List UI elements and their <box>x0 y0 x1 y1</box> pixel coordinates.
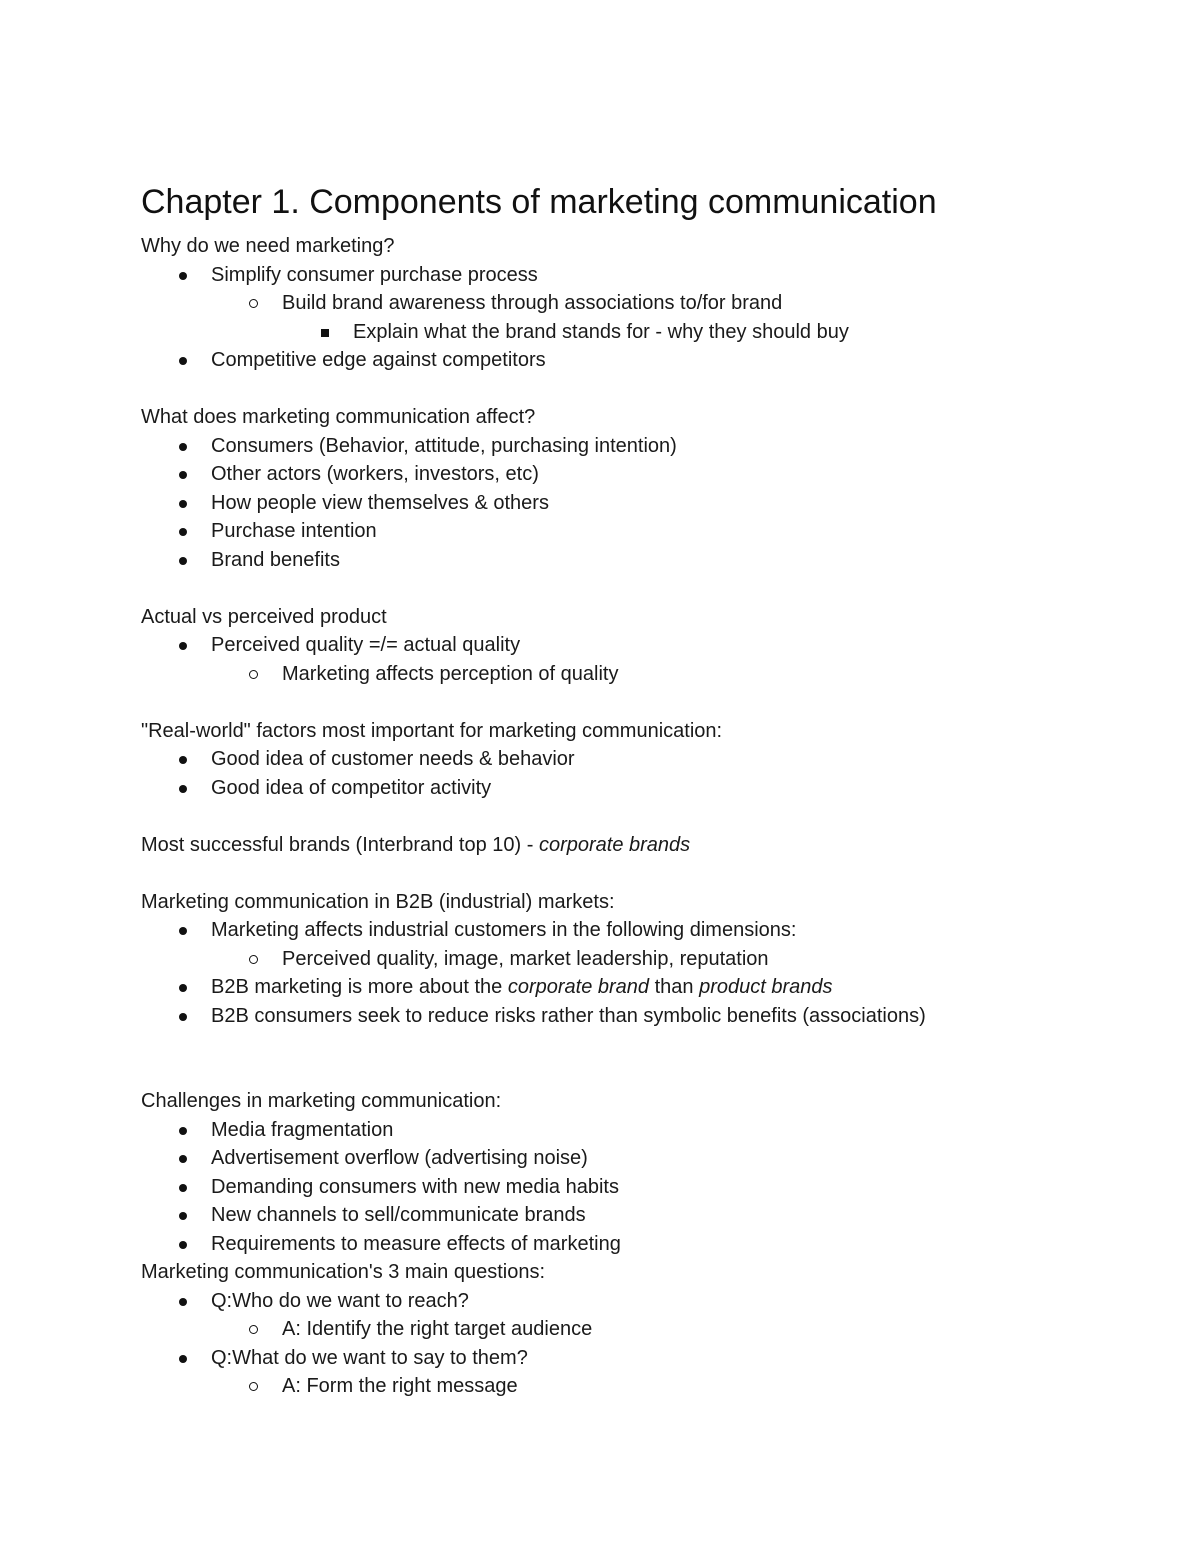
list-item: Requirements to measure effects of marketing <box>211 1232 621 1255</box>
list-item: Other actors (workers, investors, etc) <box>211 463 539 485</box>
section-heading-real-world-factors: "Real-world" factors most important for marketing communication: <box>141 719 723 742</box>
list-item: B2B consumers seek to reduce risks rather than symbolic benefits (associations) <box>211 1004 926 1027</box>
section-heading-why-marketing: Why do we need marketing? <box>141 235 395 257</box>
section-heading-actual-vs-perceived: Actual vs perceived product <box>141 605 387 628</box>
list-item: A: Form the right message <box>282 1375 518 1397</box>
list-item: Q:What do we want to say to them? <box>211 1346 528 1369</box>
list-item: Marketing affects perception of quality <box>282 662 619 685</box>
list-item: Simplify consumer purchase process <box>211 263 538 286</box>
list-item: Demanding consumers with new media habits <box>211 1175 619 1198</box>
successful-brands-line: Most successful brands (Interbrand top 10) - corporate brands <box>141 833 691 856</box>
list-item: B2B marketing is more about the corporate brand than product brands <box>211 976 833 998</box>
list-item: Competitive edge against competitors <box>211 349 546 371</box>
list-item: How people view themselves & others <box>211 491 549 514</box>
list-item: Advertisement overflow (advertising noise) <box>211 1147 588 1169</box>
list-item: Explain what the brand stands for - why they should buy <box>353 320 849 343</box>
section-heading-main-questions: Marketing communication's 3 main questions: <box>141 1261 546 1283</box>
list-item: A: Identify the right target audience <box>282 1318 593 1340</box>
list-item: Perceived quality =/= actual quality <box>211 634 521 656</box>
list-item: Consumers (Behavior, attitude, purchasing intention) <box>211 434 677 457</box>
list-item: Media fragmentation <box>211 1118 394 1141</box>
list-item: Marketing affects industrial customers in the following dimensions: <box>211 919 797 941</box>
list-item: Perceived quality, image, market leadership, reputation <box>282 947 769 970</box>
document-page <box>141 180 1141 1401</box>
list-item: Brand benefits <box>211 548 340 571</box>
list-item: Good idea of customer needs & behavior <box>211 748 575 770</box>
list-item: Good idea of competitor activity <box>211 776 492 799</box>
section-heading-challenges: Challenges in marketing communication: <box>141 1090 502 1112</box>
chapter-title: Chapter 1. Components of marketing communication <box>141 183 937 221</box>
list-item: Q:Who do we want to reach? <box>211 1289 469 1312</box>
list-item: Purchase intention <box>211 520 377 542</box>
section-heading-affect: What does marketing communication affect? <box>141 406 536 428</box>
list-item: Build brand awareness through associations to/for brand <box>282 292 783 314</box>
section-heading-b2b: Marketing communication in B2B (industrial) markets: <box>141 890 615 913</box>
list-item: New channels to sell/communicate brands <box>211 1204 586 1226</box>
